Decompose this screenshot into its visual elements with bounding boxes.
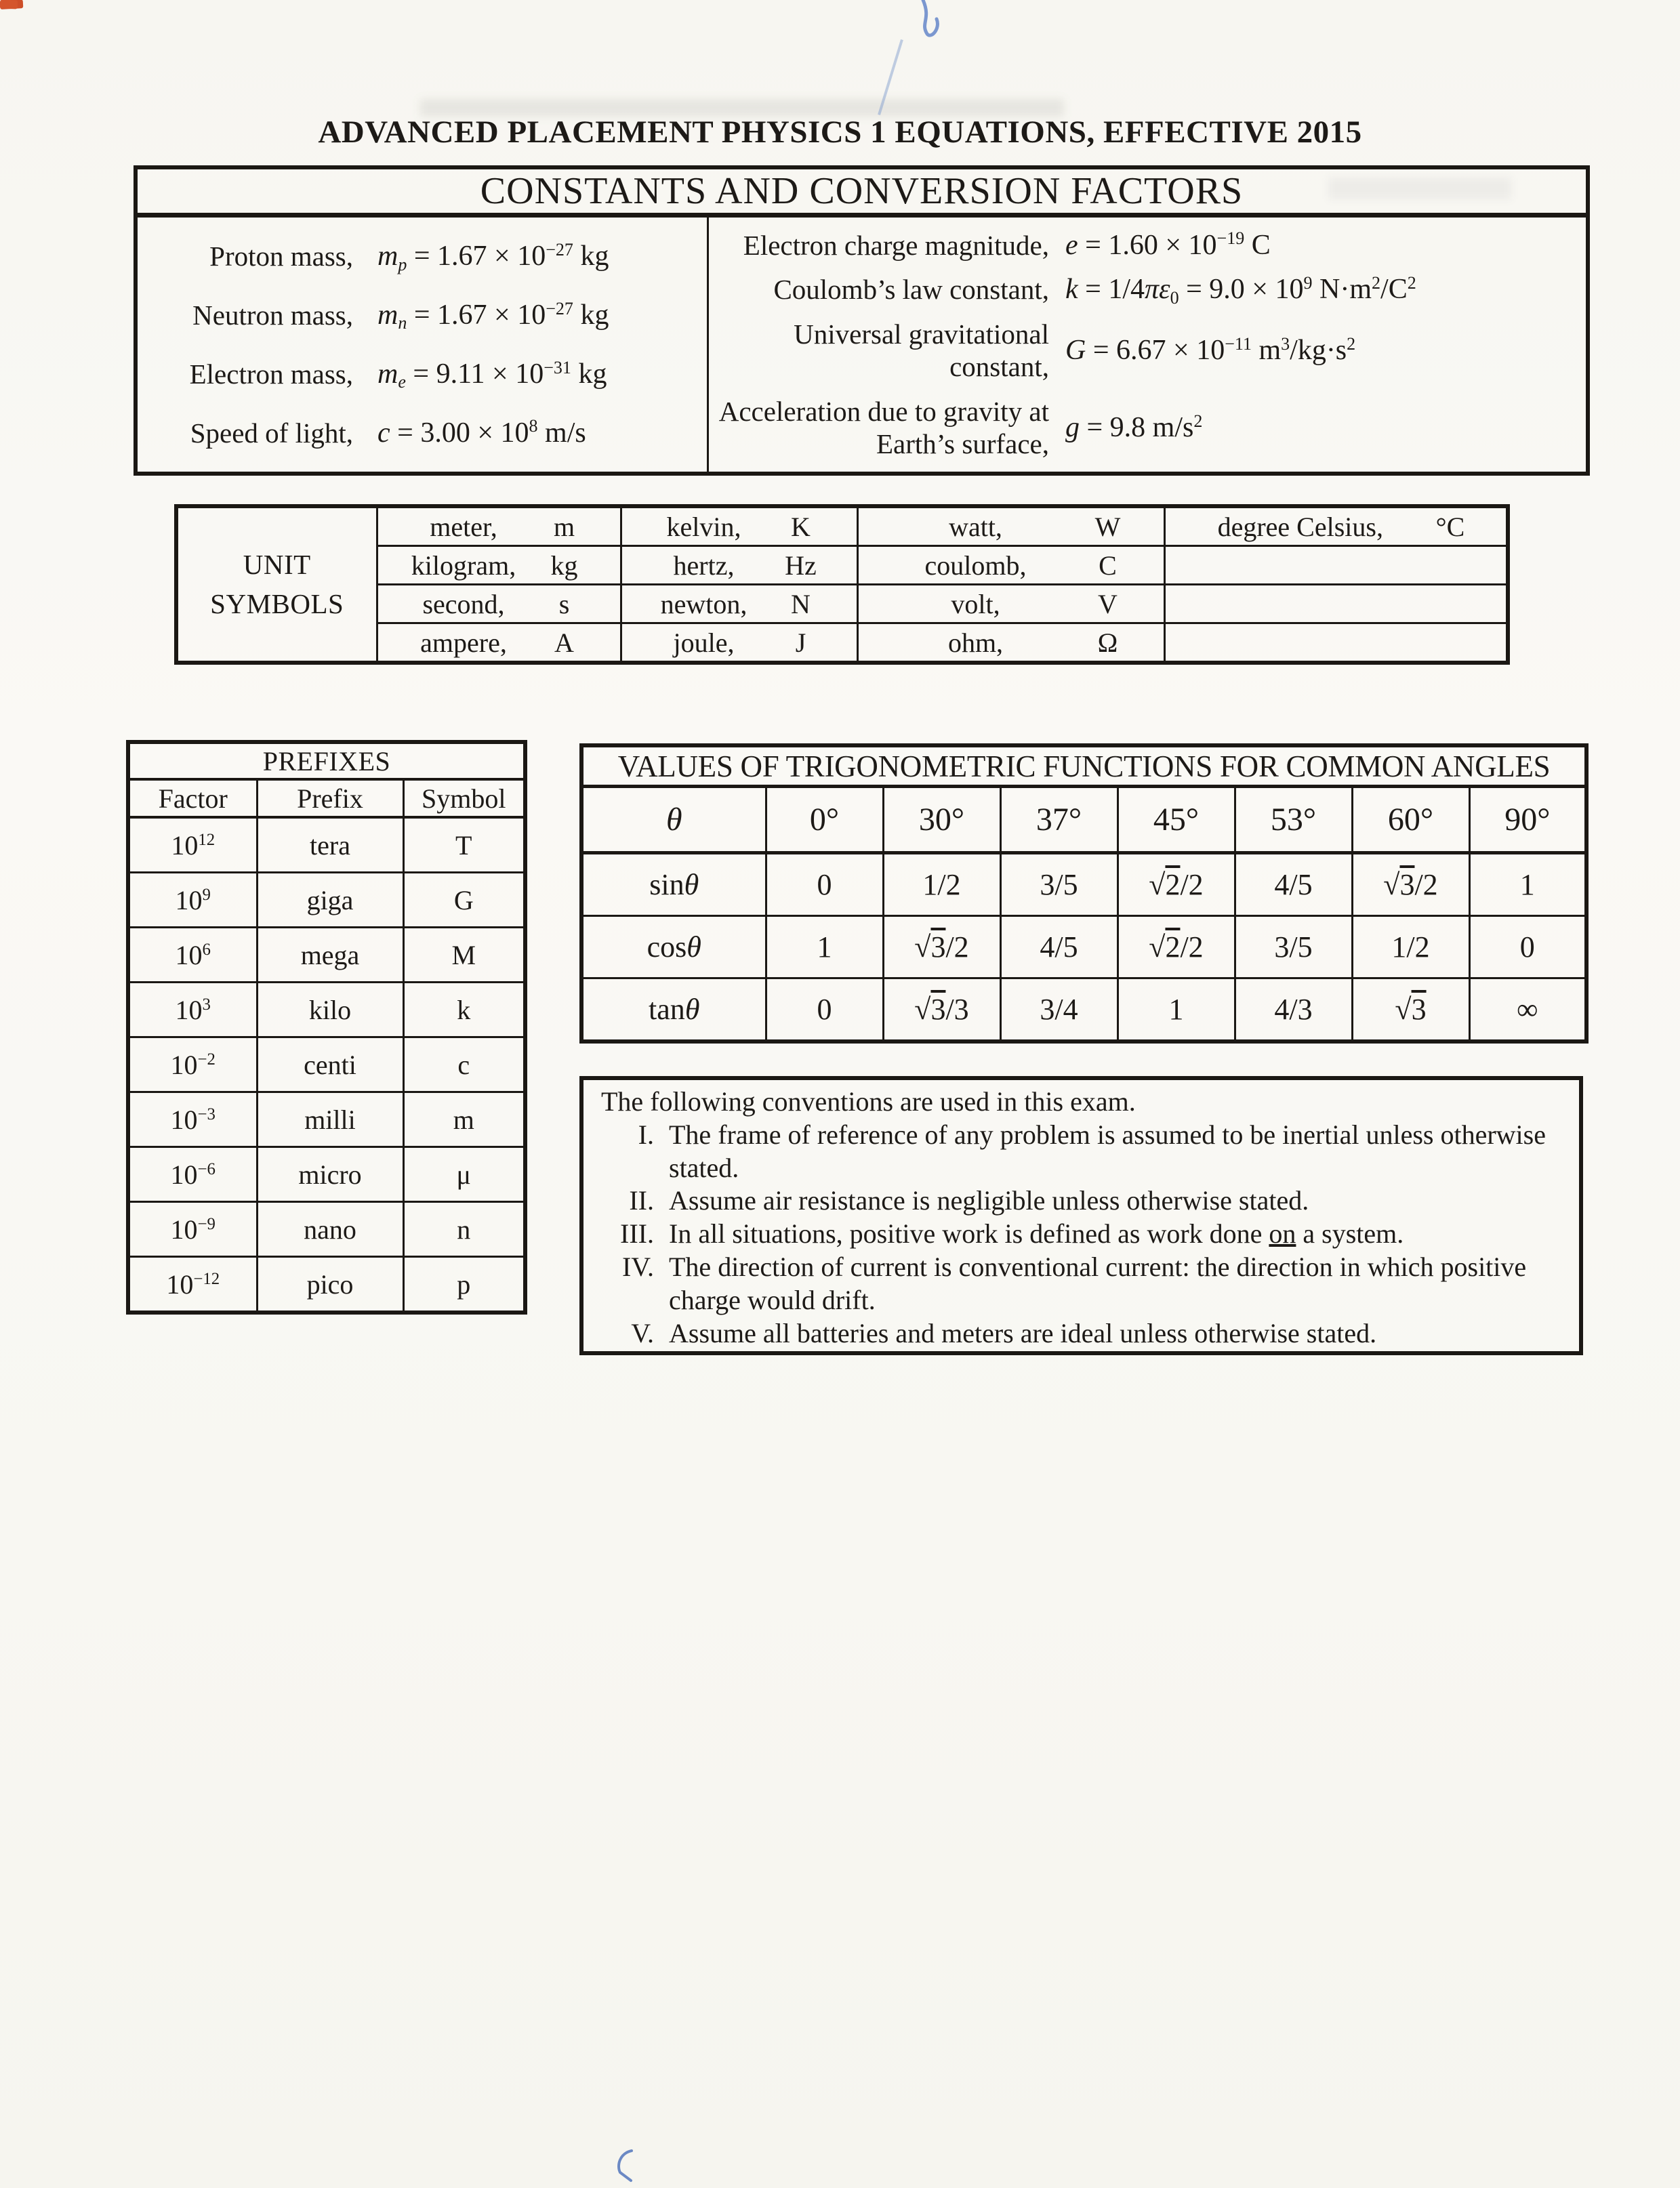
prefix-factor: $10^{-2}$: [128, 1037, 257, 1092]
unit-cell: [377, 623, 621, 663]
constant-label: Universal gravitational constant,: [794, 318, 1049, 383]
trig-value: √2/2: [1118, 853, 1235, 916]
unit-cell: [621, 506, 857, 546]
constant-row: [709, 229, 1586, 262]
unit-cell: [1164, 506, 1508, 546]
unit-cell-empty: [1164, 546, 1508, 585]
constant-equation: $m_p = 1.67 \times 10^{-27}$ kg: [377, 240, 609, 274]
trig-angle-header: 45°: [1118, 787, 1235, 853]
trig-value: 3/5: [1235, 916, 1352, 978]
trig-value: 4/5: [1000, 916, 1118, 978]
prefix-factor: $10^{-6}$: [128, 1147, 257, 1202]
trig-value: √2/2: [1118, 916, 1235, 978]
convention-text: The frame of reference of any problem is assumed to be inertial unless otherwise stated.: [669, 1119, 1546, 1183]
blue-pen-squiggle: [916, 0, 951, 39]
prefixes-table: [126, 740, 527, 1315]
trig-value: 3/5: [1000, 853, 1118, 916]
constant-row: [709, 273, 1586, 306]
trig-value: 1/2: [883, 853, 1000, 916]
trig-angle-header: 37°: [1000, 787, 1118, 853]
trig-value: √3/3: [883, 978, 1000, 1042]
prefix-name: tera: [257, 817, 403, 873]
unit-cell: [621, 623, 857, 663]
prefixes-col-symbol: Symbol: [403, 779, 525, 817]
unit-symbol: m: [553, 511, 575, 542]
convention-item: [601, 1218, 1563, 1251]
trig-angle-header: 90°: [1469, 787, 1586, 853]
unit-symbols-heading: UNIT SYMBOLS: [176, 506, 377, 663]
trig-value: √3/2: [883, 916, 1000, 978]
trig-value: 1: [766, 916, 883, 978]
unit-name: volt,: [951, 588, 1000, 619]
prefix-factor: $10^9$: [128, 873, 257, 928]
convention-numeral: IV.: [621, 1251, 654, 1282]
trig-value: 0: [766, 853, 883, 916]
trig-angle-header: 0°: [766, 787, 883, 853]
constant-label: Electron mass,: [189, 358, 353, 390]
unit-symbol: W: [1094, 511, 1121, 542]
prefix-symbol: n: [403, 1202, 525, 1257]
unit-cell: [857, 546, 1164, 585]
red-pen-mark: [0, 0, 23, 9]
prefix-factor: $10^{-12}$: [128, 1257, 257, 1313]
trig-table-title: VALUES OF TRIGONOMETRIC FUNCTIONS FOR COMMON ANGLES: [581, 745, 1586, 787]
prefix-name: kilo: [257, 983, 403, 1037]
unit-symbol: C: [1099, 550, 1117, 581]
trig-value: 0: [1469, 916, 1586, 978]
constant-equation: $c = 3.00 \times 10^8$ m/s: [377, 416, 586, 449]
prefix-name: micro: [257, 1147, 403, 1202]
convention-text: In all situations, positive work is defined as work done on a system.: [669, 1218, 1404, 1250]
prefix-name: giga: [257, 873, 403, 928]
trig-value: √3/2: [1352, 853, 1469, 916]
convention-numeral: V.: [631, 1317, 654, 1348]
blue-pen-mark-bottom: [610, 2148, 637, 2186]
unit-name: kilogram,: [411, 550, 516, 581]
trig-angle-header: 53°: [1235, 787, 1352, 853]
prefix-name: centi: [257, 1037, 403, 1092]
unit-name: watt,: [949, 511, 1002, 542]
trig-value: 1: [1118, 978, 1235, 1042]
unit-cell: [377, 585, 621, 623]
prefix-symbol: G: [403, 873, 525, 928]
unit-name: degree Celsius,: [1217, 511, 1383, 542]
prefix-factor: $10^6$: [128, 928, 257, 983]
prefix-name: mega: [257, 928, 403, 983]
unit-name: hertz,: [673, 550, 735, 581]
constant-label: Speed of light,: [190, 417, 353, 449]
trig-function-label: tanθ: [581, 978, 766, 1042]
constants-header: CONSTANTS AND CONVERSION FACTORS: [138, 169, 1586, 218]
unit-cell: [377, 506, 621, 546]
prefixes-title: PREFIXES: [128, 742, 525, 779]
unit-symbol: J: [795, 627, 806, 658]
trig-value: 4/5: [1235, 853, 1352, 916]
constant-equation: $e = 1.60 \times 10^{-19}$ C: [1065, 228, 1271, 261]
unit-cell: [621, 546, 857, 585]
unit-cell: [621, 585, 857, 623]
unit-symbol: Ω: [1097, 627, 1118, 658]
trig-value: √3: [1352, 978, 1469, 1042]
unit-symbol: N: [791, 588, 811, 619]
convention-text: The direction of current is conventional current: the direction in which positive charge would drift.: [669, 1251, 1527, 1315]
convention-numeral: III.: [620, 1218, 654, 1250]
unit-cell: [857, 623, 1164, 663]
unit-name: ampere,: [420, 627, 507, 658]
constant-row: [138, 417, 707, 449]
unit-name: second,: [422, 588, 505, 619]
unit-name: newton,: [660, 588, 747, 619]
convention-numeral: II.: [629, 1185, 654, 1216]
constant-row: [138, 358, 707, 390]
prefix-factor: $10^{-9}$: [128, 1202, 257, 1257]
convention-item: [601, 1251, 1563, 1317]
trig-angle-header: 60°: [1352, 787, 1469, 853]
constant-equation: g = 9.8 $m/s^2$: [1065, 411, 1203, 444]
unit-symbols-table: [174, 504, 1510, 665]
constants-left-column: [138, 218, 709, 472]
prefix-symbol: μ: [403, 1147, 525, 1202]
constants-right-column: [709, 218, 1586, 472]
conventions-box: [579, 1076, 1583, 1355]
unit-cell-empty: [1164, 585, 1508, 623]
convention-item: [601, 1119, 1563, 1185]
prefix-factor: $10^{-3}$: [128, 1092, 257, 1147]
prefix-symbol: k: [403, 983, 525, 1037]
unit-name: kelvin,: [666, 511, 741, 542]
prefix-name: pico: [257, 1257, 403, 1313]
prefix-symbol: T: [403, 817, 525, 873]
trig-value: 1/2: [1352, 916, 1469, 978]
unit-name: meter,: [430, 511, 497, 542]
trig-values-table: [579, 743, 1589, 1044]
unit-name: ohm,: [947, 627, 1004, 658]
convention-text: Assume air resistance is negligible unless otherwise stated.: [669, 1185, 1309, 1216]
unit-symbol: Hz: [785, 550, 817, 581]
trig-value: 0: [766, 978, 883, 1042]
convention-text: Assume all batteries and meters are ideal unless otherwise stated.: [669, 1317, 1377, 1348]
unit-name: joule,: [673, 627, 735, 658]
unit-symbol: kg: [550, 550, 578, 581]
constant-row: [138, 240, 707, 272]
prefixes-col-factor: Factor: [128, 779, 257, 817]
constant-label: Electron charge magnitude,: [743, 229, 1049, 261]
constant-row: [709, 318, 1586, 384]
constant-row: [138, 299, 707, 331]
unit-cell-empty: [1164, 623, 1508, 663]
convention-numeral: I.: [638, 1119, 654, 1150]
constant-label: Acceleration due to gravity at Earth’s surface,: [718, 395, 1049, 460]
unit-symbol: s: [558, 588, 570, 619]
unit-name: coulomb,: [924, 550, 1027, 581]
red-pen-mark: [0, 0, 18, 9]
constant-row: [709, 395, 1586, 461]
prefixes-col-prefix: Prefix: [257, 779, 403, 817]
document-title: ADVANCED PLACEMENT PHYSICS 1 EQUATIONS, EFFECTIVE 2015: [318, 115, 1362, 150]
constant-equation: $m_n = 1.67 \times 10^{-27}$ kg: [377, 298, 609, 333]
convention-item: [601, 1184, 1563, 1218]
trig-value: 1: [1469, 853, 1586, 916]
constant-label: Coulomb’s law constant,: [773, 274, 1049, 306]
constants-body: [138, 218, 1586, 472]
constant-equation: $k = 1/4\pi\varepsilon_0 = 9.0 \times 10^9$ $N\cdot m^2/C^2$: [1065, 273, 1416, 308]
unit-symbol: K: [791, 511, 811, 542]
trig-value: 4/3: [1235, 978, 1352, 1042]
unit-cell: [857, 585, 1164, 623]
blue-pen-mark: [878, 39, 903, 115]
prefix-name: nano: [257, 1202, 403, 1257]
unit-symbol: A: [554, 627, 574, 658]
trig-function-label: sinθ: [581, 853, 766, 916]
prefix-symbol: M: [403, 928, 525, 983]
prefix-symbol: m: [403, 1092, 525, 1147]
convention-item: [601, 1317, 1563, 1350]
trig-angle-header: 30°: [883, 787, 1000, 853]
trig-theta-header: θ: [581, 787, 766, 853]
trig-function-label: cosθ: [581, 916, 766, 978]
unit-cell: [857, 506, 1164, 546]
trig-value: ∞: [1469, 978, 1586, 1042]
constant-label: Neutron mass,: [192, 300, 353, 331]
unit-symbol: °C: [1435, 511, 1465, 542]
constant-equation: $G = 6.67 \times 10^{-11}$ $m^3/kg\cdot s^2$: [1065, 333, 1356, 367]
unit-symbol: V: [1098, 588, 1118, 619]
prefix-factor: $10^{12}$: [128, 817, 257, 873]
conventions-intro: The following conventions are used in this exam.: [601, 1086, 1136, 1117]
constant-equation: $m_e = 9.11 \times 10^{-31}$ kg: [377, 357, 607, 392]
prefix-factor: $10^3$: [128, 983, 257, 1037]
unit-cell: [377, 546, 621, 585]
constants-box: [134, 165, 1590, 476]
prefix-symbol: c: [403, 1037, 525, 1092]
trig-value: 3/4: [1000, 978, 1118, 1042]
prefix-name: milli: [257, 1092, 403, 1147]
constant-label: Proton mass,: [209, 241, 353, 272]
prefix-symbol: p: [403, 1257, 525, 1313]
